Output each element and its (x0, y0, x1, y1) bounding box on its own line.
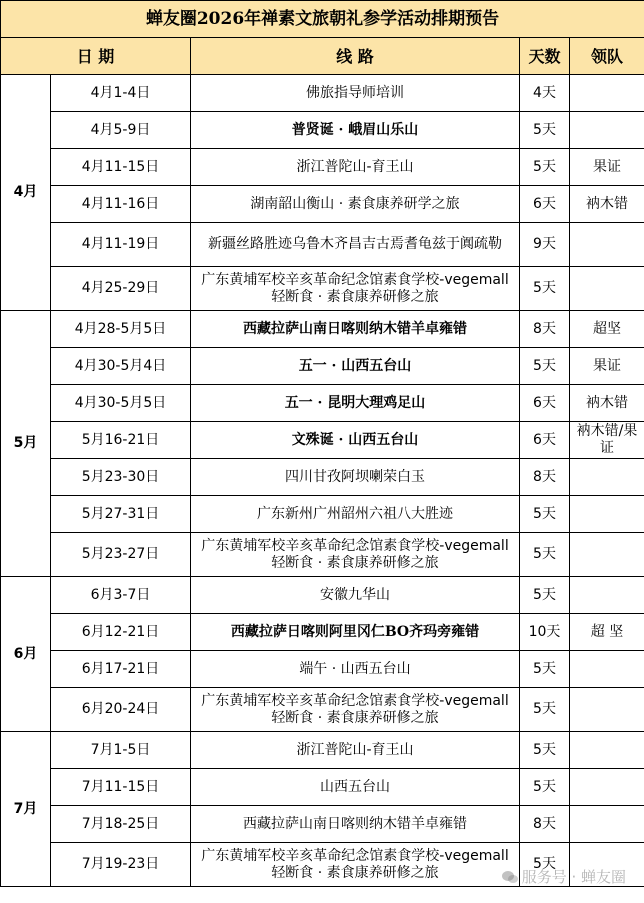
date-cell: 4月30-5月5日 (51, 385, 191, 422)
table-row (1, 843, 644, 887)
table-row (1, 732, 644, 769)
header-days: 天数 (520, 38, 570, 75)
month-label: 6月 (1, 577, 51, 732)
date-cell: 5月16-21日 (51, 422, 191, 459)
table-row (1, 348, 644, 385)
date-cell: 5月27-31日 (51, 496, 191, 533)
days-cell: 5天 (520, 112, 570, 149)
route-cell: 广东黄埔军校辛亥革命纪念馆素食学校-vegemall轻断食 · 素食康养研修之旅 (191, 267, 520, 311)
header-date: 日 期 (1, 38, 191, 75)
route-cell: 端午 · 山西五台山 (191, 651, 520, 688)
route-cell: 五一 · 山西五台山 (191, 348, 520, 385)
table-row (1, 186, 644, 223)
route-cell: 广东新州广州韶州六祖八大胜迹 (191, 496, 520, 533)
table-row (1, 688, 644, 732)
leader-cell: 果证 (570, 348, 644, 385)
route-cell: 广东黄埔军校辛亥革命纪念馆素食学校-vegemall轻断食 · 素食康养研修之旅 (191, 843, 520, 887)
route-cell: 文殊诞 · 山西五台山 (191, 422, 520, 459)
leader-cell: 超坚 (570, 311, 644, 348)
leader-cell (570, 769, 644, 806)
route-cell: 普贤诞 · 峨眉山乐山 (191, 112, 520, 149)
table-row (1, 806, 644, 843)
date-cell: 5月23-30日 (51, 459, 191, 496)
route-cell: 四川甘孜阿坝喇荣白玉 (191, 459, 520, 496)
days-cell: 5天 (520, 533, 570, 577)
date-cell: 7月11-15日 (51, 769, 191, 806)
days-cell: 6天 (520, 422, 570, 459)
date-cell: 4月5-9日 (51, 112, 191, 149)
date-cell: 4月28-5月5日 (51, 311, 191, 348)
date-cell: 6月20-24日 (51, 688, 191, 732)
leader-cell (570, 223, 644, 267)
header-route: 线 路 (191, 38, 520, 75)
table-row (1, 385, 644, 422)
route-cell: 西藏拉萨山南日喀则纳木错羊卓雍错 (191, 311, 520, 348)
date-cell: 4月11-19日 (51, 223, 191, 267)
leader-cell (570, 75, 644, 112)
table-row (1, 651, 644, 688)
date-cell: 7月1-5日 (51, 732, 191, 769)
days-cell: 8天 (520, 806, 570, 843)
days-cell: 5天 (520, 843, 570, 887)
days-cell: 5天 (520, 577, 570, 614)
days-cell: 10天 (520, 614, 570, 651)
leader-cell: 衲木错 (570, 385, 644, 422)
table-row (1, 311, 644, 348)
route-cell: 湖南韶山衡山 · 素食康养研学之旅 (191, 186, 520, 223)
route-cell: 浙江普陀山-育王山 (191, 149, 520, 186)
days-cell: 5天 (520, 149, 570, 186)
table-row (1, 267, 644, 311)
route-cell: 新疆丝路胜迹乌鲁木齐昌吉古焉耆龟兹于阗疏勒 (191, 223, 520, 267)
days-cell: 5天 (520, 496, 570, 533)
table-row (1, 149, 644, 186)
leader-cell: 超 坚 (570, 614, 644, 651)
table-row (1, 75, 644, 112)
date-cell: 6月17-21日 (51, 651, 191, 688)
leader-cell (570, 688, 644, 732)
table-row (1, 496, 644, 533)
route-cell: 广东黄埔军校辛亥革命纪念馆素食学校-vegemall轻断食 · 素食康养研修之旅 (191, 688, 520, 732)
date-cell: 4月30-5月4日 (51, 348, 191, 385)
leader-cell (570, 112, 644, 149)
leader-cell (570, 267, 644, 311)
route-cell: 佛旅指导师培训 (191, 75, 520, 112)
days-cell: 4天 (520, 75, 570, 112)
month-label: 7月 (1, 732, 51, 887)
table-row (1, 533, 644, 577)
table-row (1, 223, 644, 267)
watermark-text: 服务号 · 蝉友圈 (521, 868, 626, 886)
days-cell: 5天 (520, 769, 570, 806)
route-cell: 西藏拉萨日喀则阿里冈仁BO齐玛旁雍错 (191, 614, 520, 651)
leader-cell (570, 577, 644, 614)
leader-cell: 衲木错/果证 (570, 422, 644, 459)
date-cell: 4月11-15日 (51, 149, 191, 186)
days-cell: 5天 (520, 688, 570, 732)
table-row (1, 614, 644, 651)
table-row (1, 577, 644, 614)
days-cell: 6天 (520, 385, 570, 422)
table-title: 蝉友圈2026年禅素文旅朝礼参学活动排期预告 (1, 1, 644, 38)
route-cell: 西藏拉萨山南日喀则纳木错羊卓雍错 (191, 806, 520, 843)
month-label: 4月 (1, 75, 51, 311)
leader-cell (570, 806, 644, 843)
date-cell: 7月19-23日 (51, 843, 191, 887)
days-cell: 5天 (520, 651, 570, 688)
route-cell: 浙江普陀山-育王山 (191, 732, 520, 769)
table-row (1, 459, 644, 496)
days-cell: 8天 (520, 311, 570, 348)
date-cell: 6月12-21日 (51, 614, 191, 651)
header-leader: 领队 (570, 38, 644, 75)
days-cell: 6天 (520, 186, 570, 223)
date-cell: 4月11-16日 (51, 186, 191, 223)
route-cell: 山西五台山 (191, 769, 520, 806)
date-cell: 4月25-29日 (51, 267, 191, 311)
leader-cell (570, 732, 644, 769)
route-cell: 广东黄埔军校辛亥革命纪念馆素食学校-vegemall轻断食 · 素食康养研修之旅 (191, 533, 520, 577)
date-cell: 4月1-4日 (51, 75, 191, 112)
leader-cell (570, 533, 644, 577)
leader-cell (570, 459, 644, 496)
leader-cell: 衲木错 (570, 186, 644, 223)
route-cell: 安徽九华山 (191, 577, 520, 614)
leader-cell: 果证 (570, 149, 644, 186)
leader-cell (570, 496, 644, 533)
route-cell: 五一 · 昆明大理鸡足山 (191, 385, 520, 422)
month-label: 5月 (1, 311, 51, 577)
table-row (1, 422, 644, 459)
leader-cell (570, 651, 644, 688)
days-cell: 8天 (520, 459, 570, 496)
leader-cell (570, 843, 644, 887)
date-cell: 7月18-25日 (51, 806, 191, 843)
days-cell: 5天 (520, 267, 570, 311)
table-row (1, 112, 644, 149)
date-cell: 5月23-27日 (51, 533, 191, 577)
date-cell: 6月3-7日 (51, 577, 191, 614)
days-cell: 5天 (520, 732, 570, 769)
days-cell: 9天 (520, 223, 570, 267)
table-row (1, 769, 644, 806)
days-cell: 5天 (520, 348, 570, 385)
